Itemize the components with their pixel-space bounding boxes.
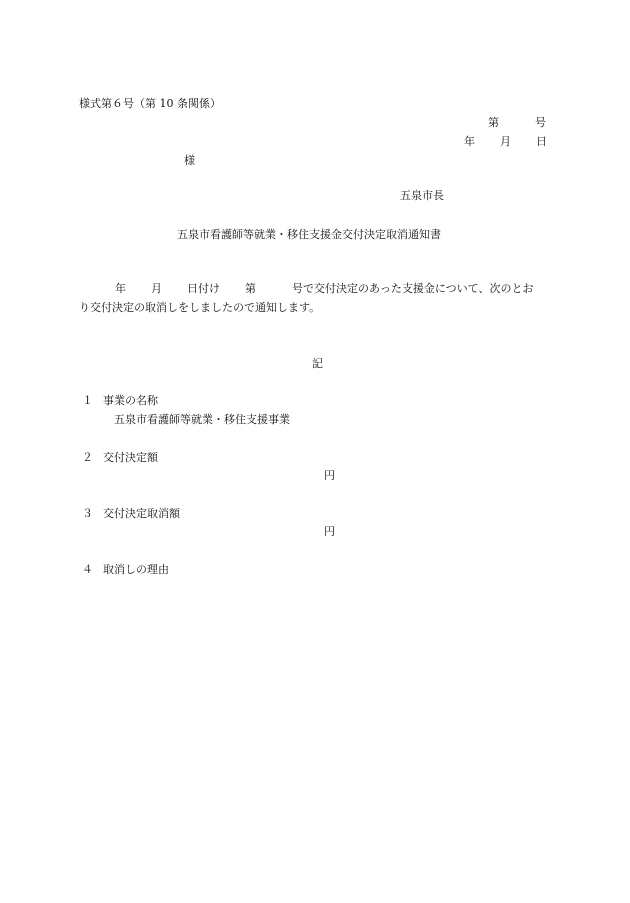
body-line-1-rest: 号で交付決定のあった支援金について、次のとお xyxy=(292,282,534,295)
body-month: 月 xyxy=(151,282,162,295)
body-line-2: り交付決定の取消しをしましたので通知します。 xyxy=(79,301,321,314)
document-date xyxy=(464,136,547,147)
addressee-honorific: 様 xyxy=(184,154,195,167)
document-number xyxy=(488,117,546,128)
issuer-name: 五泉市長 xyxy=(400,189,444,202)
item-2-value: 円 xyxy=(324,469,335,482)
document-number-suffix: 号 xyxy=(535,116,546,129)
date-year: 年 xyxy=(464,135,475,148)
item-1-value: 五泉市看護師等就業・移住支援事業 xyxy=(114,413,290,426)
document-number-prefix: 第 xyxy=(488,116,499,129)
item-3-value: 円 xyxy=(324,525,335,538)
form-number-label: 様式第６号（第 10 条関係） xyxy=(79,97,221,110)
item-4-number: ４ xyxy=(82,563,93,576)
body-date-suffix: 日付け xyxy=(187,282,220,295)
item-1-label: 事業の名称 xyxy=(103,394,158,407)
body-year: 年 xyxy=(115,282,126,295)
ki-heading: 記 xyxy=(312,357,323,370)
body-line-1 xyxy=(115,283,533,294)
item-2-number: ２ xyxy=(82,451,93,464)
body-number-prefix: 第 xyxy=(245,282,256,295)
item-3-label: 交付決定取消額 xyxy=(103,507,180,520)
item-2-label: 交付決定額 xyxy=(103,451,158,464)
date-day: 日 xyxy=(536,135,547,148)
item-4-label: 取消しの理由 xyxy=(103,563,169,576)
item-1-number: １ xyxy=(82,394,93,407)
date-month: 月 xyxy=(500,135,511,148)
document-title: 五泉市看護師等就業・移住支援金交付決定取消通知書 xyxy=(177,228,441,241)
item-3-number: ３ xyxy=(82,507,93,520)
